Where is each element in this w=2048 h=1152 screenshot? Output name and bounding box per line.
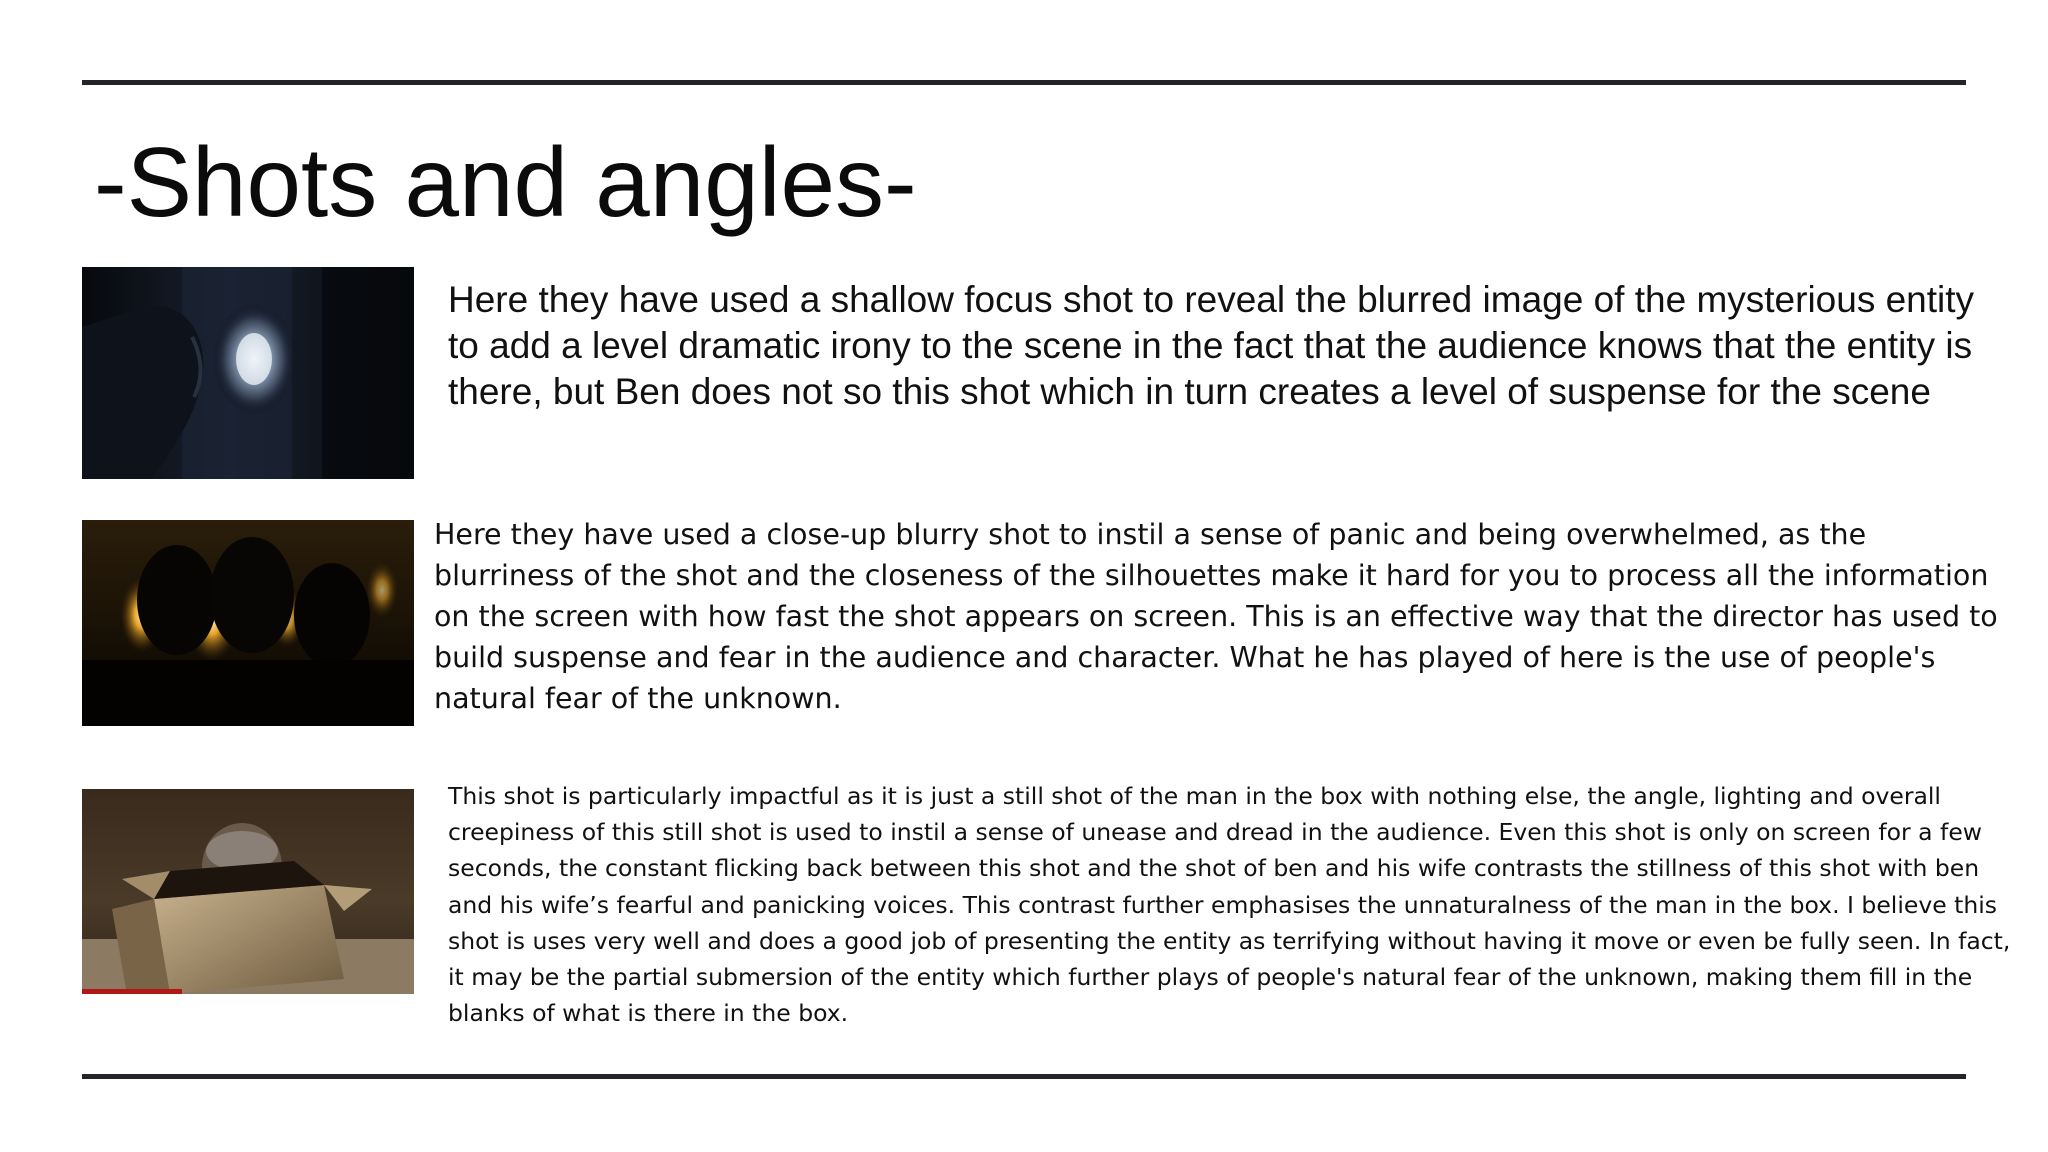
section-1-text: Here they have used a shallow focus shot to reveal the blurred image of the mysterious entity to add a level dramatic irony to the scene in the fact that the audience knows that the entity is there, but Ben does not so this shot which in turn creates a level of suspense for the scene (448, 279, 1975, 412)
man-in-box-still-image (82, 789, 414, 994)
section-2-text: Here they have used a close-up blurry shot to instil a sense of panic and being overwhelmed, as the blurriness of the shot and the closeness of the silhouettes make it hard for you to process all the information on the screen with how fast the shot appears on screen. This is an effective way that the director has used to build suspense and fear in the audience and character. What he has played of here is the use of people's natural fear of the unknown. (434, 518, 1998, 715)
silhouettes-still-image (82, 520, 414, 726)
slide-title: -Shots and angles- (94, 127, 917, 237)
section-3-text: This shot is particularly impactful as it is just a still shot of the man in the box with nothing else, the angle, lighting and overall creepiness of this still shot is used to instil a sense of unease and dread in the audience. Even this shot is only on screen for a few seconds, the constant flicking back between this shot and the shot of ben and his wife contrasts the stillness of this shot with ben and his wife’s fearful and panicking voices. This contrast further emphasises the unnaturalness of the man in the box. I believe this shot is uses very well and does a good job of presenting the entity as terrifying without having it move or even be fully seen. In fact, it may be the partial submersion of the entity which further plays of people's natural fear of the unknown, making them fill in the blanks of what is there in the box. (448, 782, 2011, 1028)
top-divider (82, 80, 1966, 85)
bottom-divider (82, 1074, 1966, 1079)
shallow-focus-still-image (82, 267, 414, 479)
